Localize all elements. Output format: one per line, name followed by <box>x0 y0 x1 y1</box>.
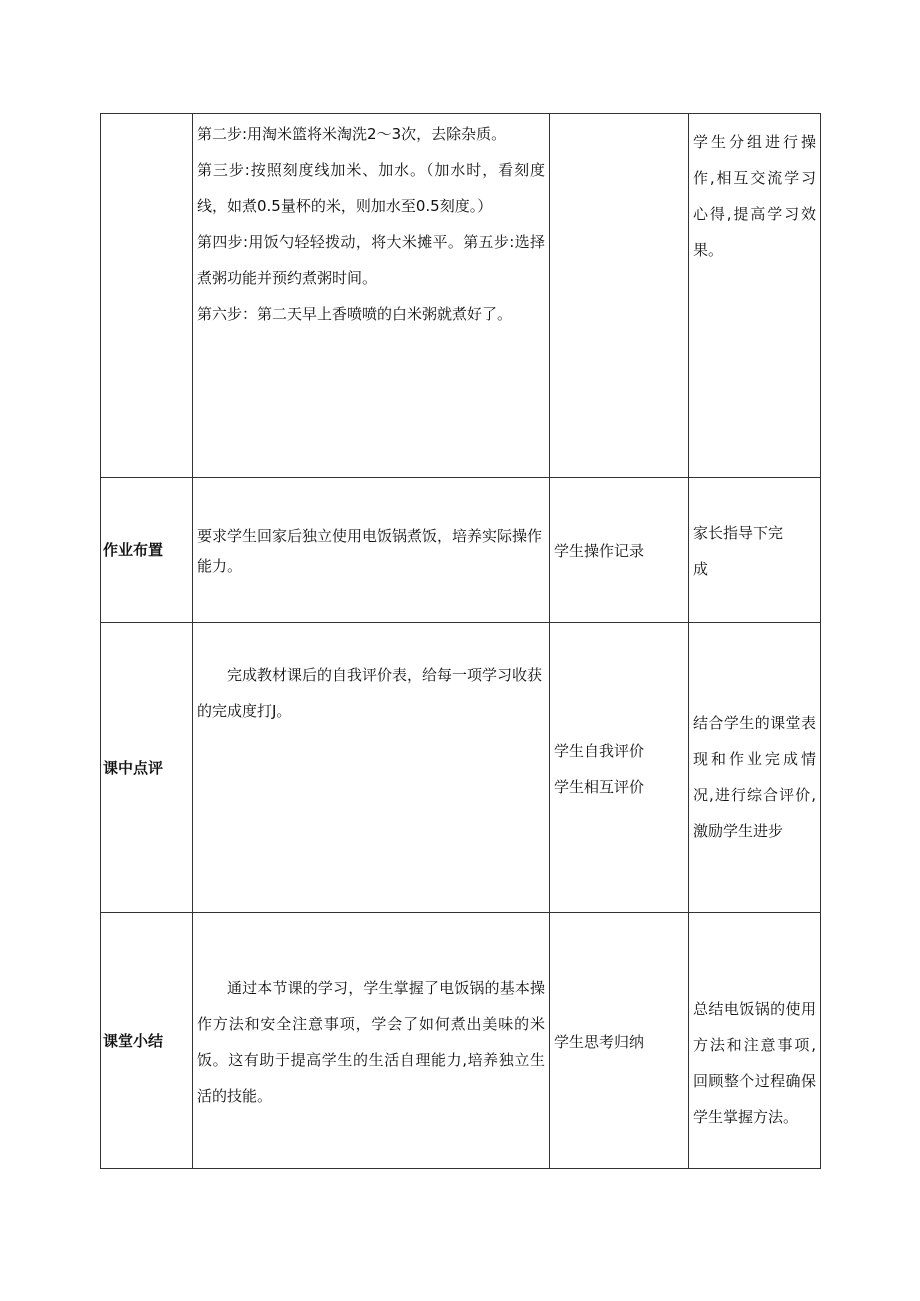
review-student-line1: 学生自我评价 <box>554 741 645 760</box>
step-three-text: 第三步:按照刻度线加米、加水。（加水时，看刻度线，如煮0.5量杯的米，则加水至0.5刻度。） <box>197 161 545 215</box>
step-two-text: 第二步:用淘米篮将米淘洗2～3次，去除杂质。 <box>197 125 507 143</box>
table-row-homework <box>101 478 821 623</box>
homework-teacher-cell <box>689 478 821 623</box>
steps-teacher-text: 学生分组进行操作,相互交流学习心得,提高学习效果。 <box>693 133 816 259</box>
steps-content-cell <box>193 114 550 478</box>
summary-student-cell <box>550 913 689 1169</box>
homework-student-cell <box>550 478 689 623</box>
summary-teacher-text: 总结电饭锅的使用方法和注意事项,回顾整个过程确保学生掌握方法。 <box>693 1000 816 1126</box>
review-content-cell <box>193 623 550 913</box>
review-teacher-text: 结合学生的课堂表现和作业完成情况,进行综合评价,激励学生进步 <box>693 714 816 840</box>
summary-teacher-cell <box>689 913 821 1169</box>
row-label-steps <box>101 114 193 478</box>
homework-content-text: 要求学生回家后独立使用电饭锅煮饭，培养实际操作能力。 <box>197 527 543 575</box>
steps-teacher-cell <box>689 114 821 478</box>
table-row-review <box>101 623 821 913</box>
review-student-line2: 学生相互评价 <box>554 777 645 796</box>
table-row-steps <box>101 114 821 478</box>
homework-student-text: 学生操作记录 <box>554 542 645 560</box>
summary-content-text: 通过本节课的学习，学生掌握了电饭锅的基本操作方法和安全注意事项，学会了如何煮出美味的米饭。这有助于提高学生的生活自理能力,培养独立生活的技能。 <box>197 978 545 1105</box>
row-label-review: 课中点评 <box>101 623 193 913</box>
review-teacher-cell <box>689 623 821 913</box>
step-six-text: 第六步：第二天早上香喷喷的白米粥就煮好了。 <box>197 305 513 323</box>
row-label-summary: 课堂小结 <box>101 913 193 1169</box>
summary-student-text: 学生思考归纳 <box>554 1032 645 1051</box>
lesson-plan-table <box>100 113 821 1169</box>
table-row-summary <box>101 913 821 1169</box>
steps-student-cell <box>550 114 689 478</box>
step-four-five-text: 第四步:用饭勺轻轻拨动，将大米摊平。第五步:选择煮粥功能并预约煮粥时间。 <box>197 233 545 287</box>
summary-content-cell <box>193 913 550 1169</box>
homework-teacher-line2: 成 <box>693 560 709 578</box>
review-content-text: 完成教材课后的自我评价表，给每一项学习收获的完成度打J。 <box>197 666 543 720</box>
homework-teacher-line1: 家长指导下完 <box>693 524 784 542</box>
homework-content-cell <box>193 478 550 623</box>
row-label-homework: 作业布置 <box>101 478 193 623</box>
review-student-cell <box>550 623 689 913</box>
